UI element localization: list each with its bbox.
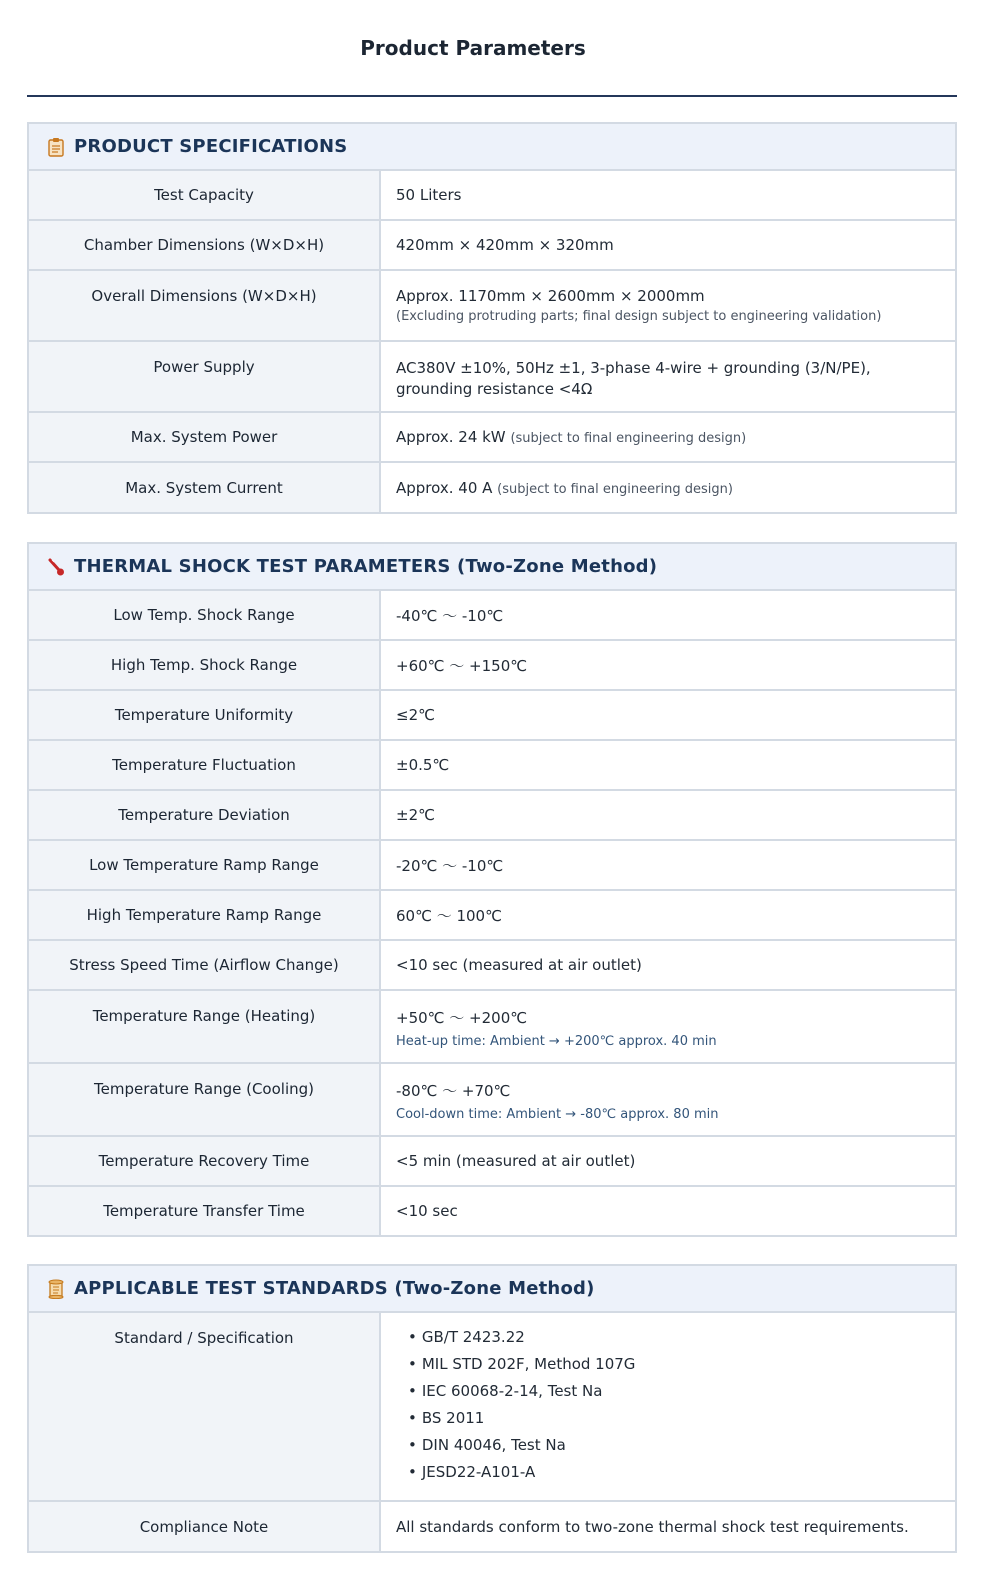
value-note: Heat-up time: Ambient → +200℃ approx. 40 min: [396, 1034, 717, 1049]
section-title: APPLICABLE TEST STANDARDS (Two-Zone Method): [74, 1278, 595, 1299]
row-label: Chamber Dimensions (W×D×H): [29, 221, 381, 269]
table-row: [29, 271, 955, 342]
value-text: ±0.5℃: [396, 756, 450, 774]
row-label: Stress Speed Time (Airflow Change): [29, 941, 381, 989]
row-value: [381, 463, 955, 512]
row-value: [381, 591, 955, 639]
row-label: High Temperature Ramp Range: [29, 891, 381, 939]
table-row: [29, 991, 955, 1064]
value-text: <5 min (measured at air outlet): [396, 1152, 636, 1170]
row-value: [381, 841, 955, 889]
row-label: Standard / Specification: [29, 1313, 381, 1500]
row-label: Overall Dimensions (W×D×H): [29, 271, 381, 340]
value-text: Approx. 24 kW: [396, 428, 506, 446]
row-value: [381, 342, 955, 411]
row-value: [381, 941, 955, 989]
table-row: [29, 791, 955, 841]
value-note: (subject to final engineering design): [497, 481, 733, 497]
table-row: [29, 841, 955, 891]
row-label: Temperature Uniformity: [29, 691, 381, 739]
row-label: Low Temp. Shock Range: [29, 591, 381, 639]
row-value: [381, 413, 955, 461]
product-specifications-section: [27, 122, 957, 514]
thermometer-icon: [47, 557, 65, 577]
row-value: [381, 1064, 955, 1135]
page-title: Product Parameters: [360, 36, 586, 60]
table-row: [29, 641, 955, 691]
value-text: <10 sec: [396, 1202, 458, 1220]
row-value: [381, 171, 955, 219]
value-text: -40℃ ～ -10℃: [396, 606, 504, 625]
list-item: • GB/T 2423.22: [408, 1324, 935, 1351]
table-row: [29, 891, 955, 941]
value-text: -20℃ ～ -10℃: [396, 856, 504, 875]
value-text: +50℃ ～ +200℃: [396, 1009, 528, 1027]
title-divider: [27, 95, 957, 97]
value-note: (subject to final engineering design): [510, 431, 747, 446]
row-label: Max. System Current: [29, 463, 381, 512]
row-label: Compliance Note: [29, 1502, 381, 1551]
row-value: [381, 791, 955, 839]
table-row: [29, 221, 955, 271]
scroll-icon: [47, 1279, 65, 1299]
row-value: [381, 1137, 955, 1185]
table-row: [29, 413, 955, 463]
value-text: 60℃ ～ 100℃: [396, 906, 502, 925]
table-row: [29, 691, 955, 741]
table-row: [29, 941, 955, 991]
value-text: Approx. 40 A: [396, 478, 493, 497]
table-row: [29, 1064, 955, 1137]
value-text: Approx. 1170mm × 2600mm × 2000mm: [396, 287, 705, 305]
table-row: [29, 1313, 955, 1502]
value-text: +60℃ ～ +150℃: [396, 656, 528, 675]
list-item: • DIN 40046, Test Na: [408, 1432, 935, 1459]
table-row: [29, 1137, 955, 1187]
row-value: [381, 691, 955, 739]
row-value: [381, 1502, 955, 1551]
row-value: [381, 1313, 955, 1500]
value-note: (Excluding protruding parts; final design subject to engineering validation): [396, 309, 882, 324]
value-text: ≤2℃: [396, 706, 435, 724]
list-item: • JESD22-A101-A: [408, 1459, 935, 1486]
section-title: THERMAL SHOCK TEST PARAMETERS (Two-Zone Method): [74, 556, 658, 577]
list-item: • BS 2011: [408, 1405, 935, 1432]
value-text: All standards conform to two-zone thermal shock test requirements.: [396, 1517, 909, 1536]
row-label: High Temp. Shock Range: [29, 641, 381, 689]
table-row: [29, 463, 955, 512]
row-value: [381, 991, 955, 1062]
applicable-standards-section: [27, 1264, 957, 1553]
list-item: • MIL STD 202F, Method 107G: [408, 1351, 935, 1378]
row-value: [381, 741, 955, 789]
value-text: -80℃ ～ +70℃: [396, 1082, 511, 1100]
value-text: AC380V ±10%, 50Hz ±1, 3-phase 4-wire + grounding (3/N/PE), grounding resistance <4Ω: [396, 359, 871, 398]
standards-list: [396, 1324, 935, 1486]
row-label: Temperature Transfer Time: [29, 1187, 381, 1235]
section-header: [29, 124, 955, 171]
row-label: Temperature Range (Heating): [29, 991, 381, 1062]
section-header: [29, 544, 955, 591]
row-value: [381, 891, 955, 939]
section-header: [29, 1266, 955, 1313]
row-label: Temperature Deviation: [29, 791, 381, 839]
list-item: • IEC 60068-2-14, Test Na: [408, 1378, 935, 1405]
table-row: [29, 1502, 955, 1551]
value-text: ±2℃: [396, 806, 435, 824]
row-label: Test Capacity: [29, 171, 381, 219]
value-text: 50 Liters: [396, 186, 462, 204]
value-text: 420mm × 420mm × 320mm: [396, 236, 614, 254]
row-value: [381, 1187, 955, 1235]
section-title: PRODUCT SPECIFICATIONS: [74, 136, 348, 157]
table-row: [29, 741, 955, 791]
row-label: Temperature Recovery Time: [29, 1137, 381, 1185]
table-row: [29, 342, 955, 413]
row-value: [381, 641, 955, 689]
row-label: Low Temperature Ramp Range: [29, 841, 381, 889]
table-row: [29, 591, 955, 641]
table-row: [29, 1187, 955, 1235]
row-label: Max. System Power: [29, 413, 381, 461]
clipboard-icon: [47, 137, 65, 157]
row-value: [381, 271, 955, 340]
row-label: Temperature Range (Cooling): [29, 1064, 381, 1135]
table-row: [29, 171, 955, 221]
value-text: <10 sec (measured at air outlet): [396, 956, 642, 974]
value-note: Cool-down time: Ambient → -80℃ approx. 80 min: [396, 1107, 719, 1122]
row-value: [381, 221, 955, 269]
row-label: Power Supply: [29, 342, 381, 411]
row-label: Temperature Fluctuation: [29, 741, 381, 789]
thermal-shock-parameters-section: [27, 542, 957, 1237]
